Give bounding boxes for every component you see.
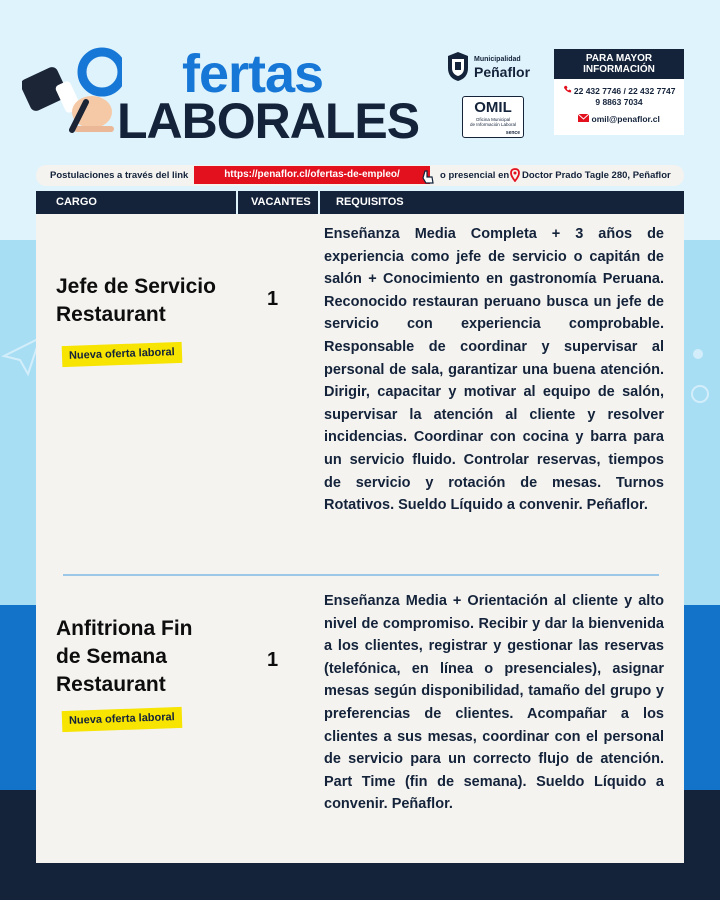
vacancies-count: 1 [267, 649, 279, 671]
job-title [56, 615, 192, 699]
omil-logo [462, 96, 524, 138]
job-requirements: Enseñanza Media + Orientación al cliente y alto nivel de compromiso. Recibir y dar la bienvenida a los clientes, registrar y gestionar las reservas (telefónica, en línea o presenciales), asignar mesas según disponibilidad, tamaño del grupo y preferencias de clientes. Acompañar a los clientes a sus mesas, coordinar con el personal de servicio para un correcto flujo de atención. Part Time (fin de semana). Sueldo Líquido a convenir. Peñaflor. [324, 593, 664, 813]
contact-heading-line1: PARA MAYOR [585, 53, 653, 64]
job-table-body [36, 214, 684, 863]
phone-icon [563, 85, 572, 94]
job-title [56, 273, 216, 329]
pointer-hand-icon [420, 169, 436, 185]
contact-phones[interactable]: 22 432 7746 / 22 432 7747 [573, 86, 676, 96]
contact-mobile[interactable]: 9 8863 7034 [595, 97, 643, 107]
sence-logo: sence [505, 130, 520, 136]
location-pin-icon [510, 168, 520, 182]
contact-heading-line2: INFORMACIÓN [583, 64, 655, 75]
column-header-requisitos: REQUISITOS [320, 191, 684, 214]
mail-icon [578, 114, 589, 122]
job-title-line: Jefe de Servicio [56, 275, 216, 298]
contact-email[interactable]: omil@penaflor.cl [591, 114, 660, 124]
title-ofertas-text: fertas [182, 44, 324, 104]
table-header [36, 191, 684, 214]
column-header-vacantes: VACANTES [238, 191, 318, 214]
municipality-small-label: Municipalidad [474, 56, 521, 63]
contact-email-row [554, 114, 684, 125]
decorative-circles-icon [686, 340, 716, 420]
contact-heading [554, 49, 684, 79]
link-bar-middle: o presencial en [440, 170, 510, 181]
contact-phones-row [554, 85, 684, 97]
title-laborales: LABORALES [117, 93, 420, 149]
link-bar-prefix: Postulaciones a través del link [50, 170, 189, 181]
row-divider [63, 574, 659, 576]
omil-title: OMIL [474, 99, 512, 116]
vacancies-count: 1 [267, 288, 279, 310]
new-offer-badge: Nueva oferta laboral [62, 707, 182, 732]
job-title-line: Restaurant [56, 303, 166, 326]
job-title-line: Anfitriona Fin [56, 617, 193, 640]
link-bar-address: Doctor Prado Tagle 280, Peñaflor [522, 170, 671, 181]
application-link[interactable]: https://penaflor.cl/ofertas-de-empleo/ [194, 166, 430, 184]
job-title-line: Restaurant [56, 673, 166, 696]
new-offer-badge: Nueva oferta laboral [62, 342, 182, 367]
municipal-shield-icon [446, 50, 470, 82]
omil-subtitle-1: Oficina Municipal [475, 117, 511, 122]
application-link-bar [36, 165, 684, 186]
job-title-line: de Semana [56, 645, 167, 668]
omil-subtitle-2: de Información Laboral [469, 122, 517, 127]
job-requirements: Enseñanza Media Completa + 3 años de experiencia como jefe de servicio o capitán de salón + Conocimiento en gastronomía Peruana. Reconocido restauran peruano busca un jefe de servicio con experiencia comprobable. Responsable de coordinar y supervisar al personal de sala, garantizar una buena atención. Dirigir, capacitar y motivar al equipo de salón, supervisar la atención al cliente y resolver incidencias. Coordinar con cocina y barra para un servicio fluido. Controlar reservas, tiempos de servicio y rotación de mesas. Turnos Rotativos. Sueldo Líquido a convenir. Peñaflor. [324, 226, 664, 514]
municipality-name: Peñaflor [474, 64, 531, 80]
municipality-logo [446, 50, 546, 84]
column-header-cargo: CARGO [36, 191, 236, 214]
contact-info-box [554, 49, 684, 135]
